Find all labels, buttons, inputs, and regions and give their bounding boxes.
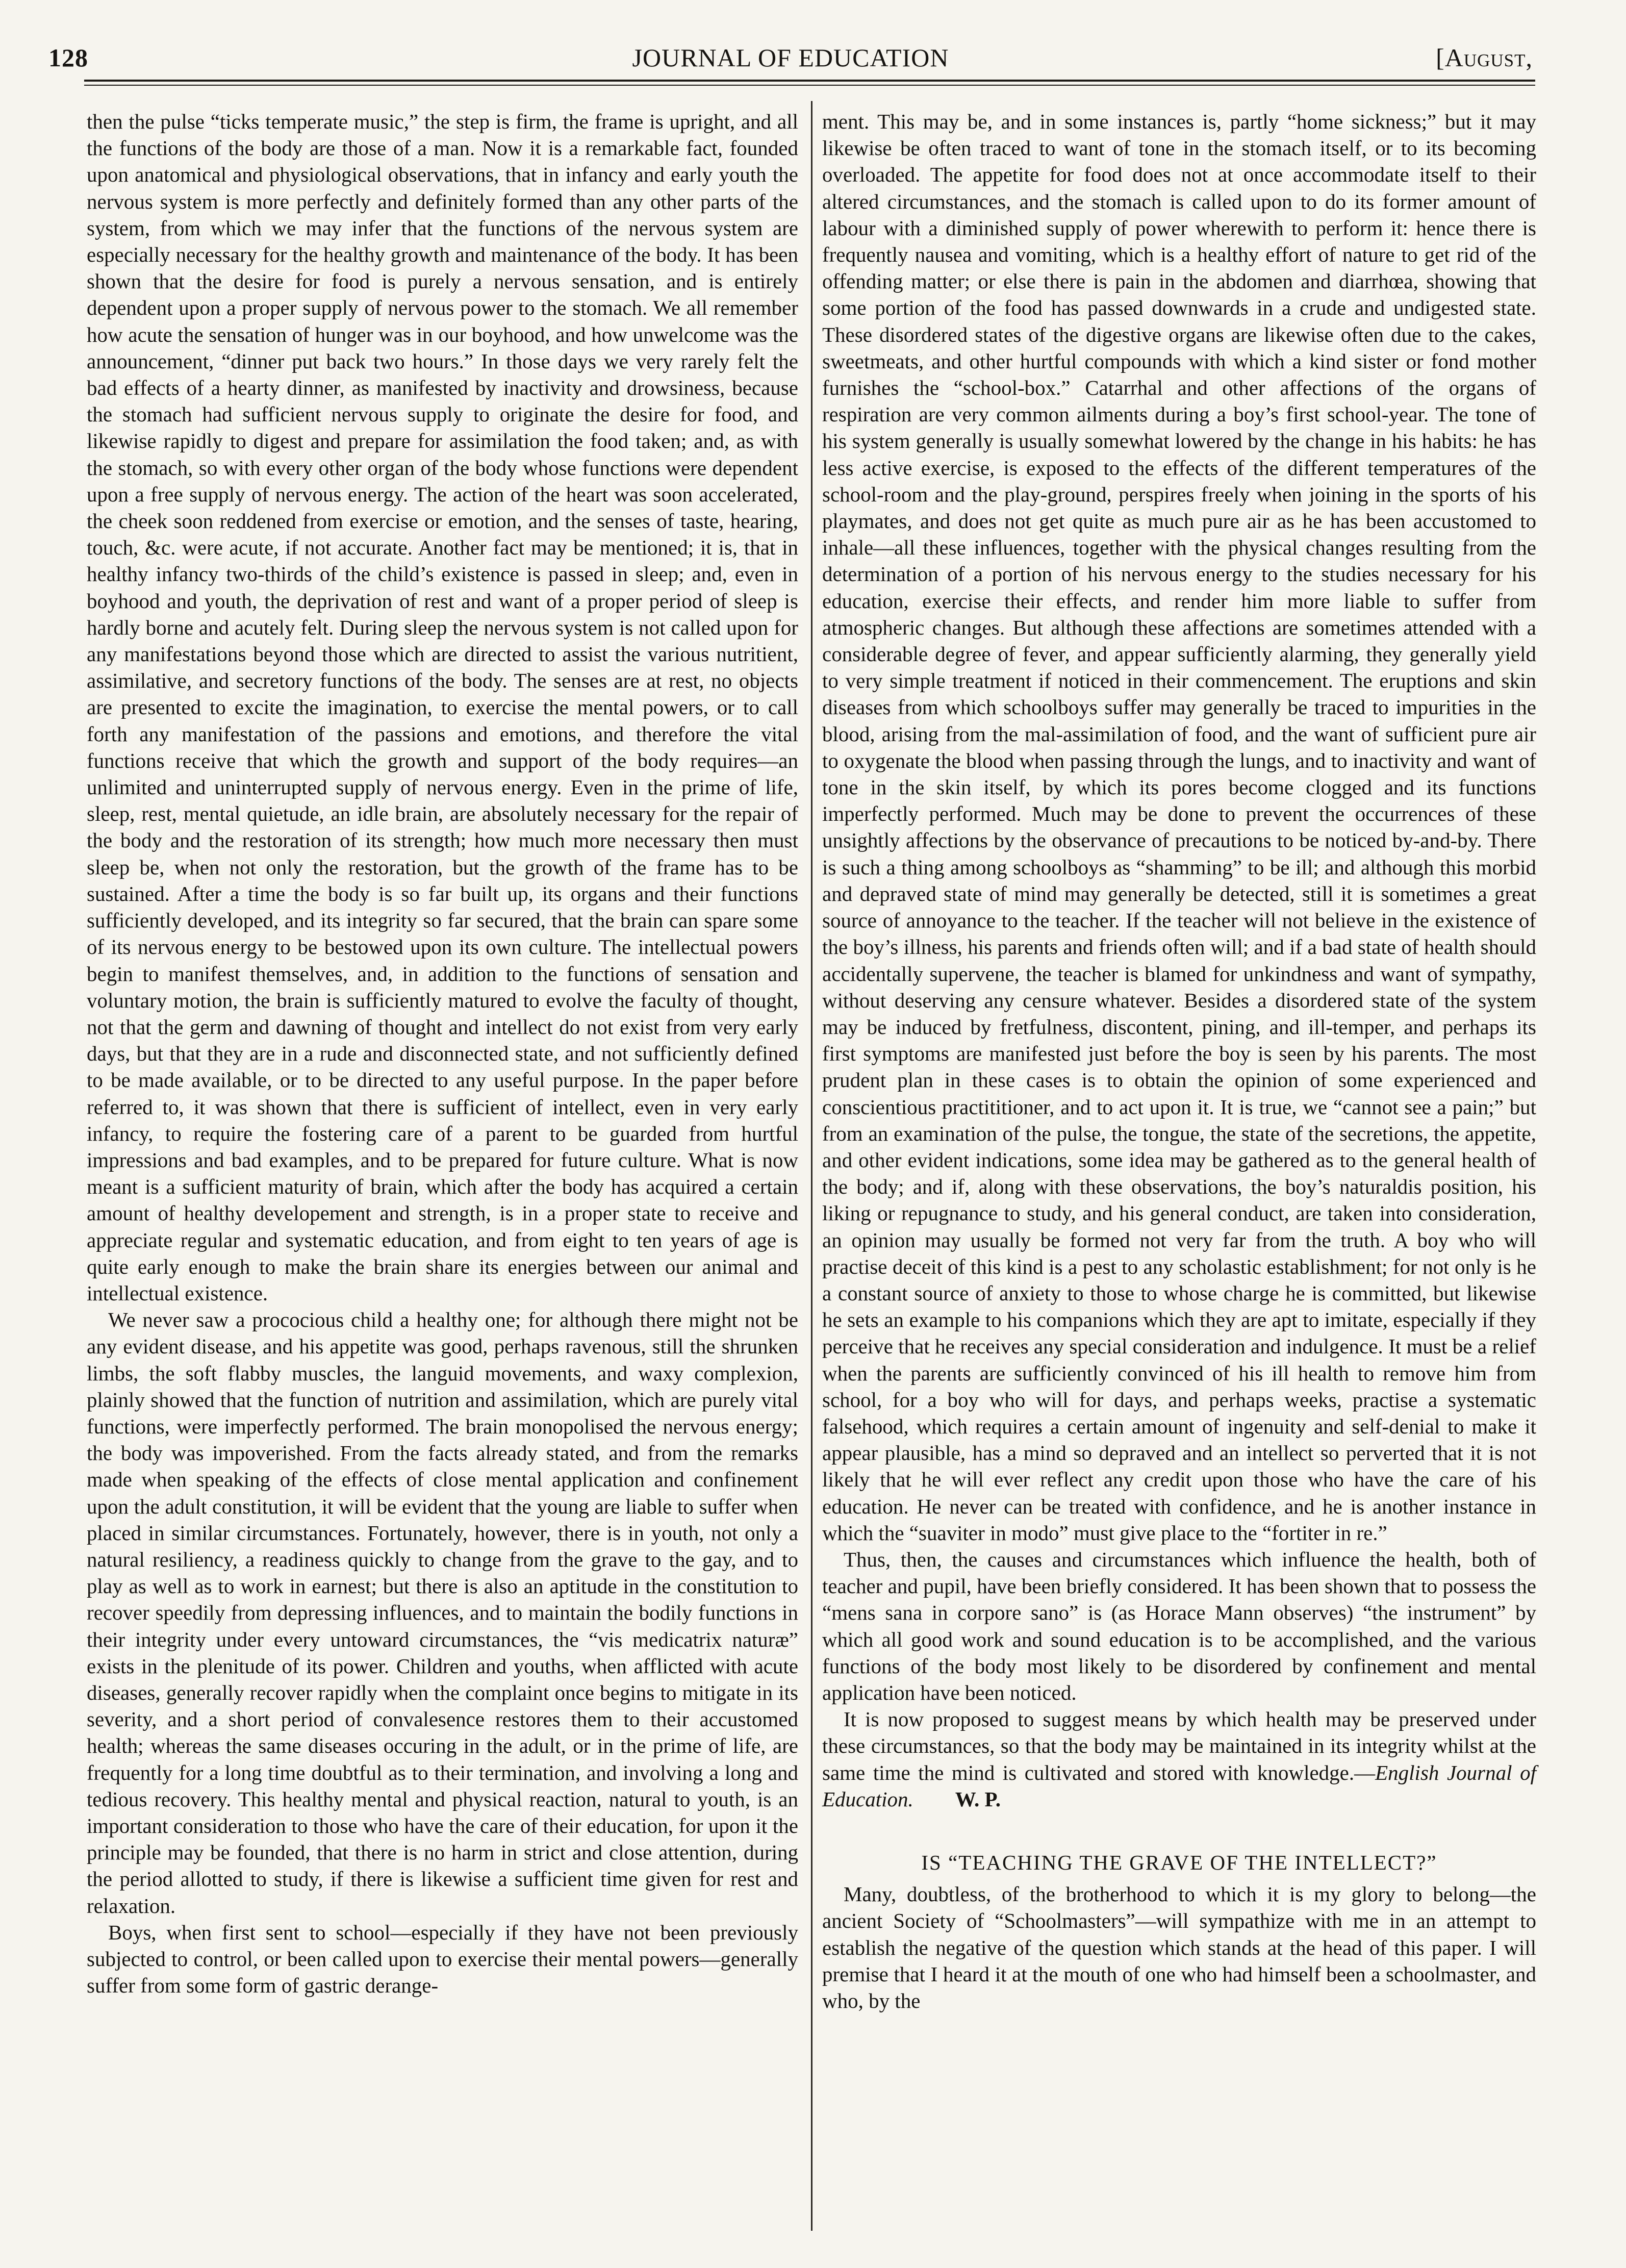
paragraph: Thus, then, the causes and circumstances which influence the health, both of teacher and pupil, have been briefly considered. It has been shown that to possess the “mens sana in corpore sano” is (as Horace Mann observes) “the instrument” by which all good work and sound education is to be accomplished, and the various functions of the body most likely to be disordered by confinement and mental application have been noticed.: [822, 1547, 1536, 1704]
paragraph: Boys, when first sent to school—especially if they have not been previously subjected to control, or been called upon to exercise their mental powers—generally suffer from some form of gastric derange-: [87, 1920, 798, 1998]
article-heading: IS “TEACHING THE GRAVE OF THE INTELLECT?”: [921, 1851, 1437, 1874]
right-column: [822, 108, 1536, 2014]
paragraph: Many, doubtless, of the brotherhood to which it is my glory to belong—the ancient Society of “Schoolmasters”—will sympathize with me in an attempt to establish the negative of the question which stands at the head of this paper. I will premise that I heard it at the mouth of one who had himself been a schoolmaster, and who, by the: [822, 1882, 1536, 2013]
left-column: [87, 108, 798, 1999]
header-rule-thin: [84, 85, 1535, 86]
column-divider: [811, 101, 812, 2231]
closing-paragraph: [822, 1706, 1536, 1812]
journal-title: JOURNAL OF EDUCATION: [632, 43, 949, 72]
paragraph: then the pulse “ticks temperate music,” the step is firm, the frame is upright, and all the functions of the body are those of a man. Now it is a remarkable fact, founded upon anatomical and physiological observations, that in infancy and early youth the nervous system is more perfectly and definitely formed than any other parts of the system, from which we may infer that the functions of the nervous system are especially necessary for the healthy growth and maintenance of the body. It has been shown that the desire for food is purely a nervous sensation, and is entirely dependent upon a proper supply of nervous power to the stomach. We all remember how acute the sensation of hunger was in our boyhood, and how unwelcome was the announcement, “dinner put back two hours.” In those days we very rarely felt the bad effects of a hearty dinner, as manifested by inactivity and drowsiness, because the stomach had sufficient nervous supply to originate the desire for food, and likewise rapidly to digest and prepare for assimilation the food taken; and, as with the stomach, so with every other organ of the body whose functions were dependent upon a free supply of nervous energy. The action of the heart was soon accelerated, the cheek soon reddened from exercise or emotion, and the senses of taste, hearing, touch, &c. were acute, if not accurate. Another fact may be mentioned; it is, that in healthy infancy two-thirds of the child’s existence is passed in sleep; and, even in boyhood and youth, the deprivation of rest and want of a proper period of sleep is hardly borne and acutely felt. During sleep the nervous system is not called upon for any manifestations beyond those which are directed to assist the various nutritient, assimilative, and secretory functions of the body. The senses are at rest, no objects are presented to excite the imagination, to exercise the mental powers, or to call forth any manifestation of the passions and emotions, and therefore the vital functions receive that which the growth and support of the body requires—an unlimited and uninterrupted supply of nervous energy. Even in the prime of life, sleep, rest, mental quietude, an idle brain, are absolutely necessary for the repair of the body and the restoration of its strength; how much more necessary then must sleep be, when not only the restoration, but the growth of the frame has to be sustained. After a time the body is so far built up, its organs and their functions sufficiently developed, and its integrity so far secured, that the brain can spare some of its nervous energy to be bestowed upon its own culture. The intellectual powers begin to manifest themselves, and, in addition to the functions of sensation and voluntary motion, the brain is sufficiently matured to evolve the faculty of thought, not that the germ and dawning of thought and intellect do not exist from very early days, but that they are in a rude and disconnected state, and not sufficiently defined to be made available, or to be directed to any useful purpose. In the paper before referred to, it was shown that there is sufficient of intellect, even in very early infancy, to require the fostering care of a parent to be guarded from hurtful impressions and bad examples, and to be prepared for future culture. What is now meant is a sufficient maturity of brain, which after the body has acquired a certain amount of healthy developement and strength, is in a proper state to receive and appreciate regular and systematic education, and from eight to ten years of age is quite early enough to make the brain share its energies between our animal and intellectual existence.: [87, 110, 798, 1305]
header-rule-thick: [84, 80, 1535, 82]
paragraph: ment. This may be, and in some instances is, partly “home sickness;” but it may likewise be often traced to want of tone in the stomach itself, or to its becoming overloaded. The appetite for food does not at once accommodate itself to their altered circumstances, and the stomach is called upon to do its former amount of labour with a diminished supply of power wherewith to perform it: hence there is frequently nausea and vomiting, which is a healthy effort of nature to get rid of the offending matter; or else there is pain in the abdomen and diarrhœa, showing that some portion of the food has passed downwards in a crude and undigested state. These disordered states of the digestive organs are likewise often due to the cakes, sweetmeats, and other hurtful compounds with which a kind sister or fond mother furnishes the “school-box.” Catarrhal and other affections of the organs of respiration are very common ailments during a boy’s first school-year. The tone of his system generally is usually somewhat lowered by the change in his habits: he has less active exercise, is exposed to the effects of the different temperatures of the school-room and the play-ground, perspires freely when joining in the sports of his playmates, and does not get quite as much pure air as he has been accustomed to inhale—all these influences, together with the physical changes resulting from the determination of a portion of his nervous energy to the studies necessary for his education, exercise their effects, and render him more liable to suffer from atmospheric changes. But although these affections are sometimes attended with a considerable degree of fever, and appear sufficiently alarming, they generally yield to very simple treatment if noticed in their commencement. The eruptions and skin diseases from which schoolboys suffer may generally be traced to impurities in the blood, arising from the mal-assimilation of food, and the want of sufficient pure air to oxygenate the blood when passing through the lungs, and to inactivity and want of tone in the skin itself, by which its pores become clogged and its functions imperfectly performed. Much may be done to prevent the occurrences of these unsightly affections by the observance of precautions to be noticed by-and-by. There is such a thing among schoolboys as “shamming” to be ill; and although this morbid and depraved state of mind may generally be detected, still it is sometimes a great source of annoyance to the teacher. If the teacher will not believe in the existence of the boy’s illness, his parents and friends often will; and if a bad state of health should accidentally supervene, the teacher is blamed for unkindness and want of sympathy, without deserving any censure whatever. Besides a disordered state of the system may be induced by fretfulness, discontent, pining, and ill-temper, and perhaps its first symptoms are manifested just before the boy is seen by his parents. The most prudent plan in these cases is to obtain the opinion of some experienced and conscientious practititioner, and to act upon it. It is true, we “cannot see a pain;” but from an examination of the pulse, the tongue, the state of the secretions, the appetite, and other evident indications, some idea may be gathered as to the general health of the body; and if, along with these observations, the boy’s naturaldis position, his liking or repugnance to study, and his general conduct, are taken into consideration, an opinion may usually be formed not very far from the truth. A boy who will practise deceit of this kind is a pest to any scholastic establishment; for not only is he a constant source of anxiety to those to whose charge he is committed, but likewise he sets an example to his companions which they are apt to imitate, especially if they perceive that he receives any special consideration and indulgence. It must be a relief when the parents are sufficiently convinced of his ill health to remove him from school, for a boy who will for days, and perhaps weeks, practise a systematic falsehood, which requires a certain amount of ingenuity and self-denial to make it appear plausible, has a mind so depraved and an intellect so perverted that it is not likely that he will ever reflect any credit upon those who have the care of his education. He never can be treated with confidence, and he is another instance in which the “suaviter in modo” must give place to the “fortiter in re.”: [822, 110, 1536, 1545]
issue-month: [August,: [1436, 43, 1533, 72]
paragraph-text: It is now proposed to suggest means by which health may be preserved under these circumstances, so that the body may be maintained in its integrity whilst at the same time the mind is cultivated and stored with knowledge.—: [822, 1707, 1536, 1784]
author-signature: W. P.: [955, 1787, 1001, 1811]
paragraph: We never saw a prococious child a healthy one; for although there might not be any evident disease, and his appetite was good, perhaps ravenous, still the shrunken limbs, the soft flabby muscles, the languid movements, and waxy complexion, plainly showed that the function of nutrition and assimilation, which are purely vital functions, were imperfectly performed. The brain monopolised the nervous energy; the body was impoverished. From the facts already stated, and from the remarks made when speaking of the effects of close mental application and confinement upon the adult constitution, it will be evident that the young are liable to suffer when placed in similar circumstances. Fortunately, however, there is in youth, not only a natural resiliency, a readiness quickly to change from the grave to the gay, and to play as well as to work in earnest; but there is also an aptitude in the constitution to recover speedily from depressing influences, and to maintain the bodily functions in their integrity under every untoward circumstances, the “vis medicatrix naturæ” exists in the plenitude of its power. Children and youths, when afflicted with acute diseases, generally recover rapidly when the complaint once begins to mitigate in its severity, and a short period of convalesence restores them to their accustomed health; whereas the same diseases occuring in the adult, or in the prime of life, are frequently for a long time doubtful as to their termination, and involving a long and tedious recovery. This healthy mental and physical reaction, natural to youth, is an important consideration to those who have the care of their education, for upon it the principle may be founded, that there is no harm in strict and close attention, during the period allotted to study, if there is likewise a sufficient time given for rest and relaxation.: [87, 1308, 798, 1918]
running-header: [48, 40, 1533, 75]
page-number: 128: [48, 43, 88, 72]
source-citation: English Journal of Education.: [822, 1760, 1536, 1811]
